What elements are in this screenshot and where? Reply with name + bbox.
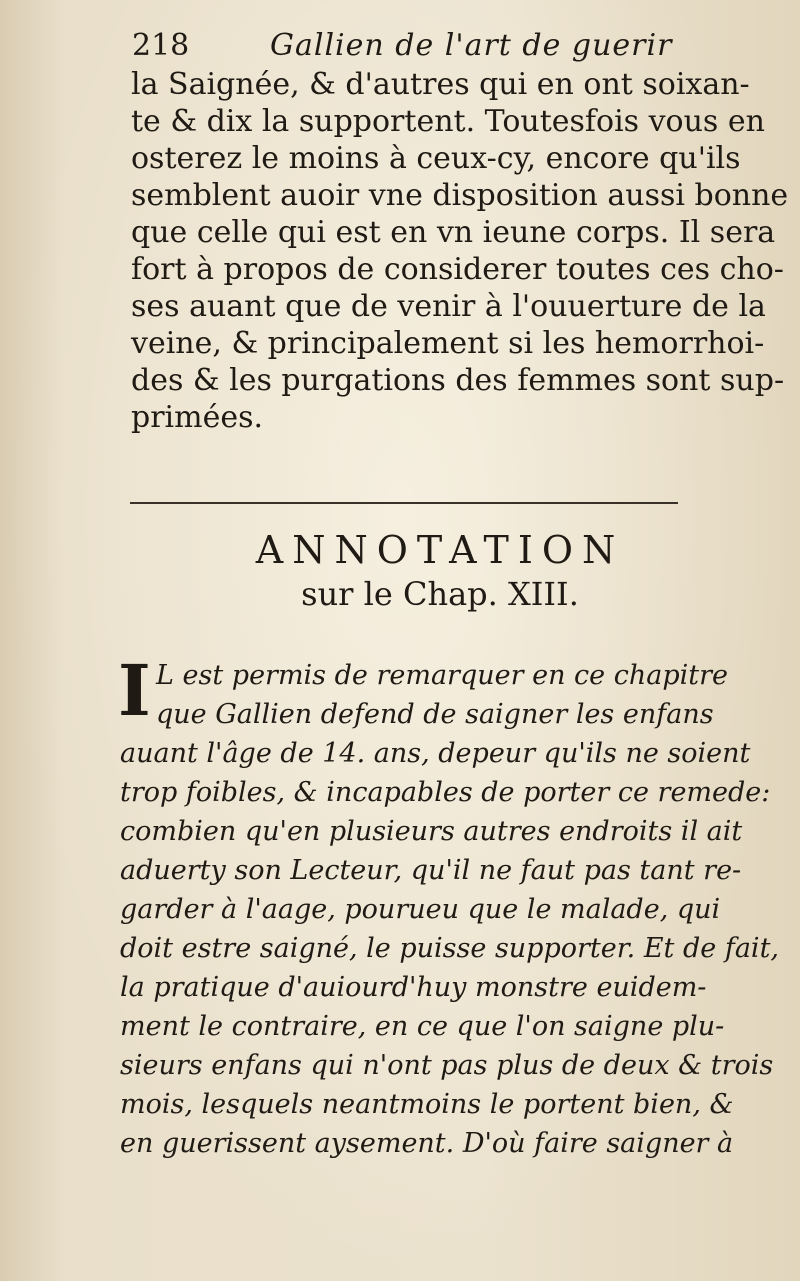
annotation-line: garder à l'aage, pourueu que le malade, qui — [120, 894, 721, 925]
section-divider — [130, 502, 678, 504]
annotation-line: que Gallien defend de saigner les enfans — [156, 699, 714, 730]
annotation-line: sieurs enfans qui n'ont pas plus de deux & trois — [120, 1050, 774, 1081]
annotation-line: ment le contraire, en ce que l'on saigne plu- — [120, 1011, 725, 1042]
page-header — [120, 24, 740, 68]
text-line: ses auant que de venir à l'ouuerture de la — [131, 289, 766, 324]
text-line: des & les purgations des femmes sont sup- — [131, 363, 785, 398]
annotation-line: doit estre saigné, le puisse supporter. Et de fait, — [120, 933, 779, 964]
annotation-line: en guerissent aysement. D'où faire saigner à — [120, 1128, 734, 1159]
annotation-line: L est permis de remarquer en ce chapitre — [156, 660, 728, 691]
page-number: 218 — [132, 28, 190, 63]
annotation-line: trop foibles, & incapables de porter ce remede: — [120, 777, 771, 808]
text-line: osterez le moins à ceux-cy, encore qu'ils — [131, 141, 741, 176]
drop-cap: I — [118, 649, 151, 732]
text-line: semblent auoir vne disposition aussi bonne — [131, 178, 789, 213]
running-title: Gallien de l'art de guerir — [270, 28, 673, 63]
annotation-line: aduerty son Lecteur, qu'il ne faut pas tant re- — [120, 855, 742, 886]
text-line: fort à propos de considerer toutes ces cho- — [131, 252, 784, 287]
annotation-title: ANNOTATION — [255, 528, 625, 572]
annotation-subtitle: sur le Chap. XIII. — [301, 575, 579, 613]
text-line: primées. — [131, 400, 264, 435]
text-line: que celle qui est en vn ieune corps. Il sera — [131, 215, 776, 250]
text-line: te & dix la supportent. Toutesfois vous en — [131, 104, 765, 139]
annotation-line: combien qu'en plusieurs autres endroits il ait — [120, 816, 743, 847]
annotation-line: mois, lesquels neantmoins le portent bien, & — [120, 1089, 734, 1120]
annotation-text — [118, 649, 779, 1163]
chapter-text — [131, 66, 789, 436]
annotation-line: auant l'âge de 14. ans, depeur qu'ils ne soient — [120, 738, 751, 769]
text-line: veine, & principalement si les hemorrhoi- — [131, 326, 765, 361]
annotation-line: la pratique d'auiourd'huy monstre euidem- — [120, 972, 707, 1003]
text-line: la Saignée, & d'autres qui en ont soixan- — [131, 67, 750, 102]
